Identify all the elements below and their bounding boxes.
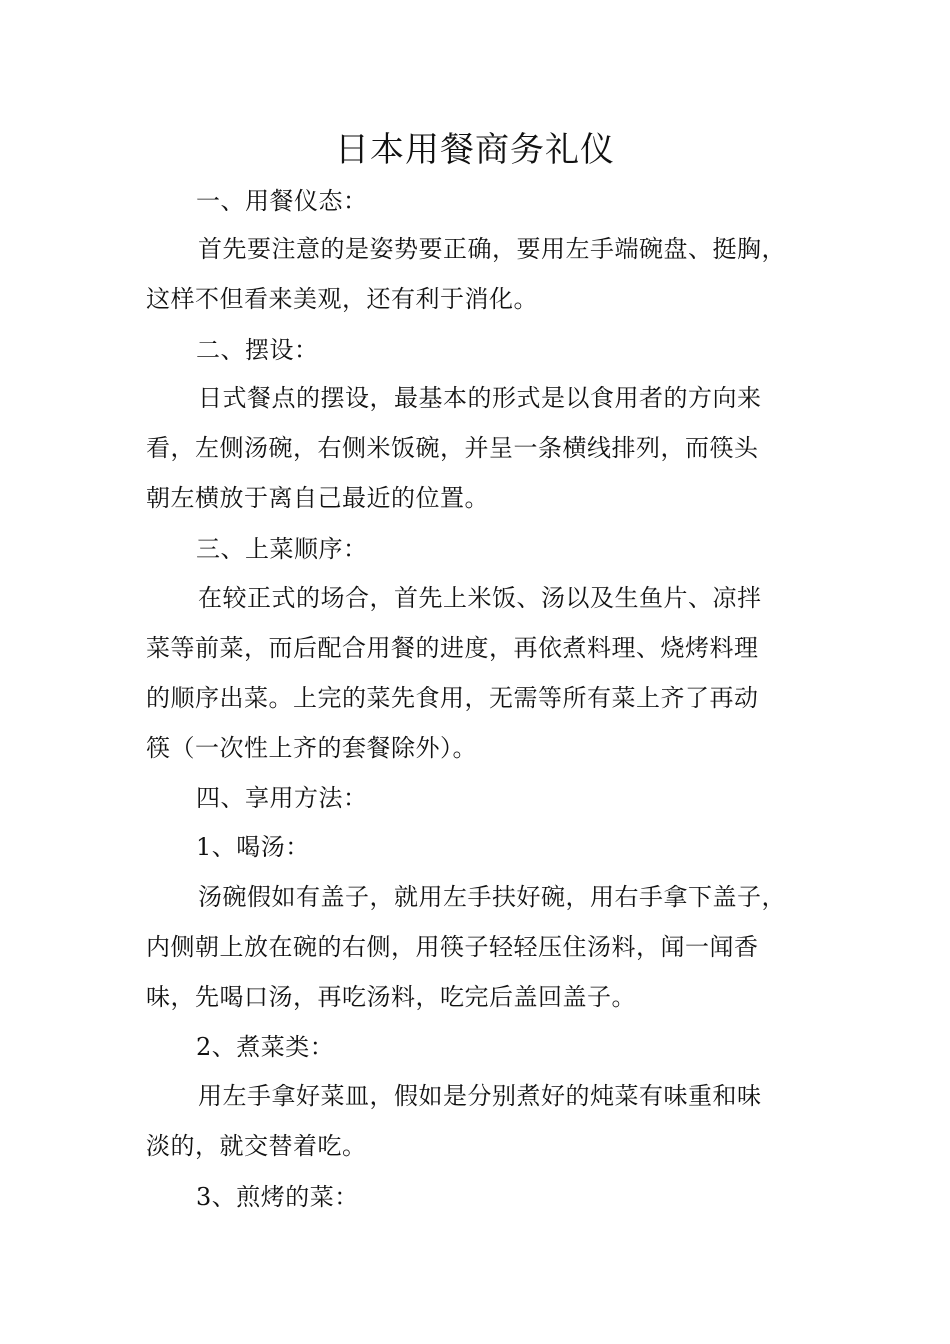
paragraph-line: 味，先喝口汤，再吃汤料，吃完后盖回盖子。 xyxy=(146,983,636,1011)
paragraph-line: 首先要注意的是姿势要正确，要用左手端碗盘、挺胸， xyxy=(198,235,786,263)
paragraph-line: 内侧朝上放在碗的右侧，用筷子轻轻压住汤料，闻一闻香 xyxy=(146,933,759,961)
paragraph-line: 的顺序出菜。上完的菜先食用，无需等所有菜上齐了再动 xyxy=(146,684,759,712)
paragraph-line: 淡的，就交替着吃。 xyxy=(146,1132,367,1160)
paragraph-line: 看，左侧汤碗，右侧米饭碗，并呈一条横线排列，而筷头 xyxy=(146,434,759,462)
section-heading-setting: 二、摆设： xyxy=(196,336,319,364)
section-heading-posture: 一、用餐仪态： xyxy=(196,187,368,215)
paragraph-line: 筷（一次性上齐的套餐除外）。 xyxy=(146,734,477,762)
paragraph-line: 日式餐点的摆设，最基本的形式是以食用者的方向来 xyxy=(198,384,762,412)
document-title: 日本用餐商务礼仪 xyxy=(335,130,615,170)
paragraph-line: 汤碗假如有盖子，就用左手扶好碗，用右手拿下盖子， xyxy=(198,883,786,911)
paragraph-line: 菜等前菜，而后配合用餐的进度，再依煮料理、烧烤料理 xyxy=(146,634,759,662)
paragraph-line: 这样不但看来美观，还有利于消化。 xyxy=(146,285,538,313)
subheading-grilled-dishes: 3、煎烤的菜： xyxy=(196,1183,359,1211)
section-heading-methods: 四、享用方法： xyxy=(196,784,368,812)
subheading-soup: 1、喝汤： xyxy=(196,833,310,861)
paragraph-line: 在较正式的场合，首先上米饭、汤以及生鱼片、凉拌 xyxy=(198,584,762,612)
paragraph-line: 朝左横放于离自己最近的位置。 xyxy=(146,484,489,512)
section-heading-serving-order: 三、上菜顺序： xyxy=(196,535,368,563)
subheading-simmered-dishes: 2、煮菜类： xyxy=(196,1033,335,1061)
paragraph-line: 用左手拿好菜皿，假如是分别煮好的炖菜有味重和味 xyxy=(198,1082,762,1110)
